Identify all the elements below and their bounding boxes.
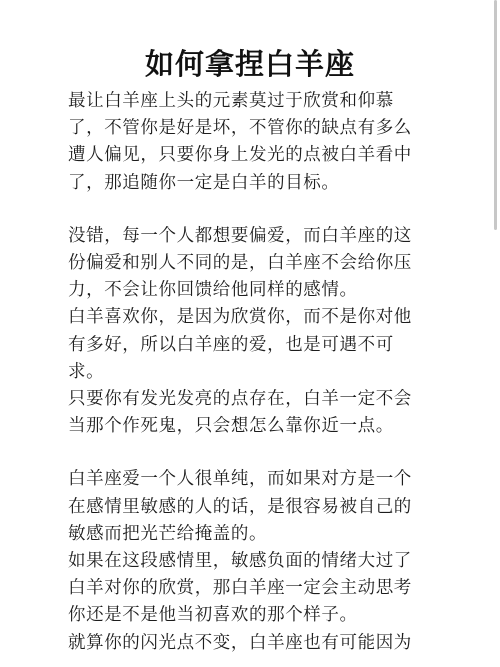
paragraph (68, 386, 428, 440)
text-line: 就算你的闪光点不变，白羊座也有可能因为 (68, 632, 412, 653)
text-line: 最让白羊座上头的元素莫过于欣赏和仰慕 (68, 91, 394, 111)
paragraph (68, 223, 428, 305)
text-line: 了，那追随你一定是白羊的目标。 (68, 172, 340, 193)
paragraph (68, 88, 428, 197)
paragraph (68, 304, 428, 386)
text-line: 求。 (68, 361, 105, 382)
text-line: 有多好，所以白羊座的爱，也是可遇不可 (68, 334, 394, 355)
text-line: 力，不会让你回馈给他同样的感情。 (68, 280, 358, 301)
text-line: 你还是不是他当初喜欢的那个样子。 (68, 605, 358, 626)
text-line: 白羊座爱一个人很单纯，而如果对方是一个 (68, 469, 412, 490)
paragraph (68, 630, 428, 657)
page-title: 如何拿捏白羊座 (144, 47, 355, 81)
paragraph (68, 466, 428, 548)
scrollbar[interactable] (494, 0, 497, 230)
article-body (68, 88, 428, 657)
paragraph-gap (68, 440, 428, 466)
text-line: 了，不管你是好是坏，不管你的缺点有多么 (68, 118, 412, 139)
text-line: 白羊喜欢你，是因为欣赏你，而不是你对他 (68, 307, 412, 328)
top-strip (0, 0, 500, 20)
text-line: 只要你有发光发亮的点存在，白羊一定不会 (68, 389, 412, 410)
text-line: 没错，每一个人都想要偏爱，而白羊座的这 (68, 225, 412, 246)
text-line: 遭人偏见，只要你身上发光的点被白羊看中 (68, 145, 412, 166)
text-line: 当那个作死鬼，只会想怎么靠你近一点。 (68, 416, 394, 437)
paragraph-gap (68, 197, 428, 223)
paragraph (68, 548, 428, 630)
text-line: 份偏爱和别人不同的是，白羊座不会给你压 (68, 253, 412, 274)
text-line: 白羊对你的欣赏，那白羊座一定会主动思考 (68, 578, 412, 599)
text-line: 敏感而把光芒给掩盖的。 (68, 523, 268, 544)
text-line: 如果在这段感情里，敏感负面的情绪大过了 (68, 551, 412, 572)
text-line: 在感情里敏感的人的话，是很容易被自己的 (68, 496, 412, 517)
